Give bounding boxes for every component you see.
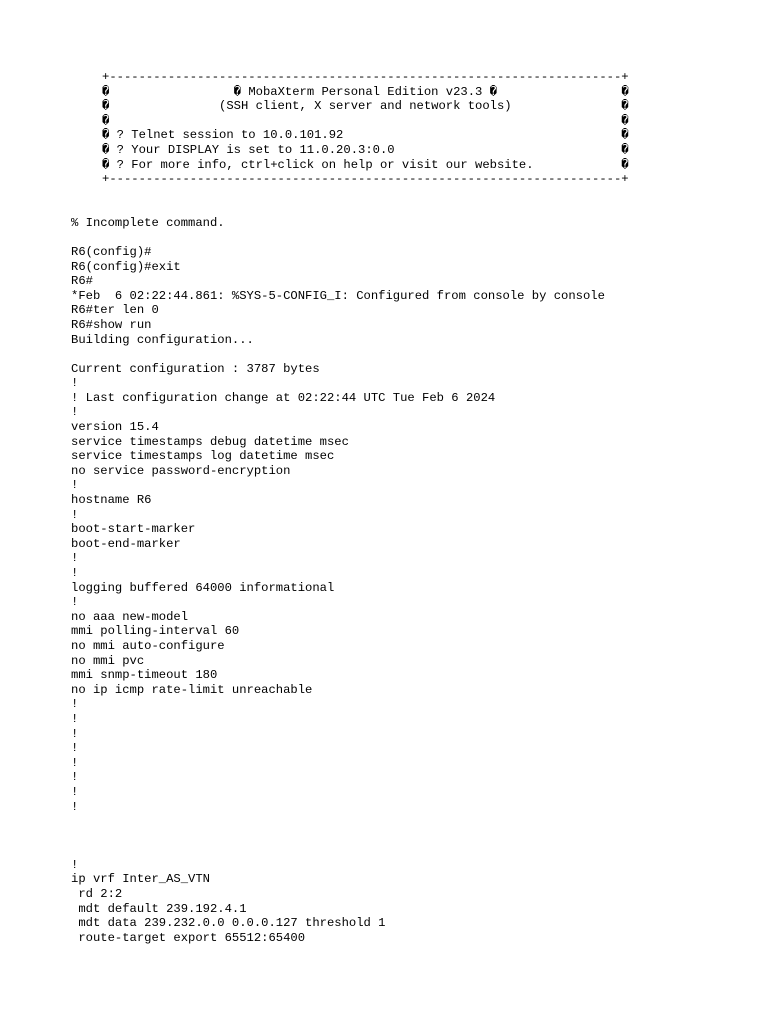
terminal-line: ! [71, 595, 79, 610]
terminal-line: *Feb 6 02:22:44.861: %SYS-5-CONFIG_I: Configured from console by console [71, 288, 605, 303]
terminal-line: service timestamps log datetime msec [71, 449, 335, 464]
terminal-line: rd 2:2 [71, 887, 123, 902]
terminal-output [71, 216, 761, 946]
terminal-line: ! [71, 566, 79, 580]
terminal-line: ! [71, 857, 79, 872]
terminal-line: ! [71, 551, 79, 566]
banner-line: � ? Your DISPLAY is set to 11.0.20.3:0.0 � [102, 142, 629, 157]
terminal-line: R6#ter len 0 [71, 303, 159, 318]
terminal-line: ! [71, 478, 79, 493]
terminal-line: logging buffered 64000 informational [71, 580, 335, 595]
terminal-line: ! [71, 405, 79, 420]
terminal-line: mdt data 239.232.0.0 0.0.0.127 threshold 1 [71, 916, 386, 931]
terminal-line: ! Last configuration change at 02:22:44 UTC Tue Feb 6 2024 [71, 390, 496, 405]
banner-line: +----------------------------------------------------------------------+ [102, 70, 629, 84]
terminal-line: route-target export 65512:65400 [71, 930, 306, 945]
terminal-line: ! [71, 799, 79, 814]
terminal-line: R6(config)# [71, 244, 152, 259]
terminal-line: Current configuration : 3787 bytes [71, 361, 320, 376]
terminal-line [71, 829, 761, 844]
terminal-line: Building configuration... [71, 332, 254, 347]
terminal-line: R6#show run [71, 317, 152, 332]
banner-line: � ? For more info, ctrl+click on help or visit our website. � [102, 157, 629, 172]
terminal-line: ! [71, 711, 79, 726]
terminal-line: R6# [71, 274, 93, 289]
terminal-line: ! [71, 741, 79, 756]
terminal-line: no mmi pvc [71, 653, 145, 668]
terminal-line [71, 843, 761, 858]
terminal-line: ip vrf Inter_AS_VTN [71, 872, 210, 887]
banner-spacer [71, 187, 761, 216]
terminal-line: ! [71, 726, 79, 741]
terminal-line: ! [71, 784, 79, 799]
terminal-line: no service password-encryption [71, 463, 291, 478]
terminal-window[interactable] [71, 70, 761, 945]
terminal-line: % Incomplete command. [71, 215, 225, 230]
banner-line: � ? Telnet session to 10.0.101.92 � [102, 128, 629, 143]
terminal-line: no aaa new-model [71, 609, 189, 624]
terminal-line: service timestamps debug datetime msec [71, 434, 349, 449]
terminal-line: boot-end-marker [71, 536, 181, 551]
terminal-line: boot-start-marker [71, 522, 196, 537]
terminal-line: mmi snmp-timeout 180 [71, 668, 218, 683]
terminal-line: mmi polling-interval 60 [71, 624, 240, 639]
terminal-line [71, 814, 761, 829]
terminal-line: ! [71, 376, 79, 391]
terminal-line [71, 347, 761, 362]
banner-line: � (SSH client, X server and network tools) � [102, 99, 629, 114]
banner-line: +----------------------------------------------------------------------+ [102, 172, 629, 187]
banner-line: � � [102, 113, 629, 128]
terminal-line: hostname R6 [71, 493, 152, 508]
terminal-line: R6(config)#exit [71, 259, 181, 274]
terminal-line: no ip icmp rate-limit unreachable [71, 682, 313, 697]
terminal-line: ! [71, 697, 79, 712]
banner-line: � � MobaXterm Personal Edition v23.3 � � [102, 84, 629, 99]
terminal-line: ! [71, 755, 79, 770]
terminal-line: ! [71, 770, 79, 785]
terminal-line: ! [71, 507, 79, 522]
terminal-line [71, 230, 761, 245]
terminal-line: no mmi auto-configure [71, 638, 225, 653]
terminal-line: mdt default 239.192.4.1 [71, 901, 247, 916]
mobaxterm-banner [102, 70, 761, 187]
terminal-line: version 15.4 [71, 420, 159, 435]
